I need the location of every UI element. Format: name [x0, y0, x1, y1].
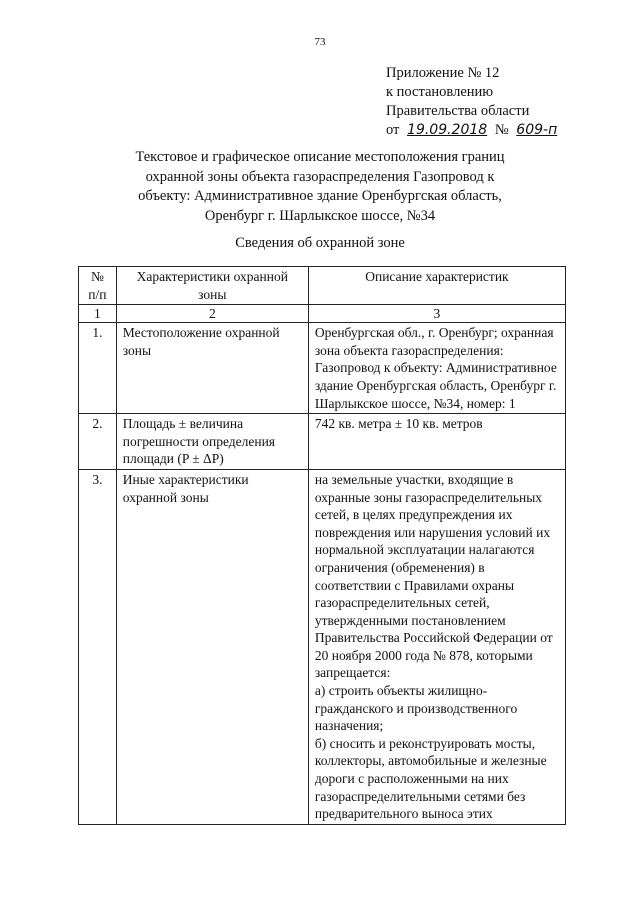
row-number: 2. — [79, 414, 117, 470]
header-number: № п/п — [79, 267, 117, 305]
column-number: 2 — [116, 305, 308, 323]
section-title: Сведения об охранной зоне — [235, 235, 405, 251]
appendix-date-line — [386, 121, 561, 140]
appendix-line-3: Правительства области — [386, 103, 530, 119]
handwritten-date: 19.09.2018 — [407, 122, 488, 138]
number-sign: № — [494, 122, 509, 138]
row-characteristic: Местоположение охранной зоны — [116, 323, 308, 414]
document-title: Текстовое и графическое описание местоположения границ охранной зоны объекта газораспределения Газопровод к объекту: Административное здание Оренбургская область, Оренбург г. Шарлыкское шоссе, №34 — [135, 149, 505, 224]
table-header-row — [79, 267, 566, 305]
column-number: 3 — [308, 305, 565, 323]
row-description: 742 кв. метра ± 10 кв. метров — [308, 414, 565, 470]
header-description: Описание характеристик — [308, 267, 565, 305]
row-number: 3. — [79, 469, 117, 824]
date-prefix: от — [386, 122, 400, 138]
row-characteristic: Площадь ± величина погрешности определения площади (P ± ΔP) — [116, 414, 308, 470]
page-number: 73 — [314, 36, 326, 48]
protection-zone-table — [78, 266, 566, 825]
handwritten-number: 609-п — [516, 122, 558, 138]
column-numbers-row — [79, 305, 566, 323]
appendix-block — [386, 64, 561, 140]
row-description: Оренбургская обл., г. Оренбург; охранная зона объекта газораспределения: Газопровод к объекту: Административное здание Оренбургская область, Оренбург г. Шарлыкское шоссе, №34, номер: 1 — [308, 323, 565, 414]
table-row — [79, 414, 566, 470]
header-characteristic: Характеристики охранной зоны — [116, 267, 308, 305]
table-row — [79, 469, 566, 824]
appendix-line-1: Приложение № 12 — [386, 65, 500, 81]
row-description: на земельные участки, входящие в охранные зоны газораспределительных сетей, в целях предупреждения их повреждения или нарушения условий их нормальной эксплуатации налагаются ограничения (обременения) в соответствии с Правилами охраны газораспределительных сетей, утвержденными постановлением Правительства Российской Федерации от 20 ноября 2000 года № 878, которыми запрещается: а) строить объекты жилищно-гражданского и производственного назначения; б) сносить и реконструировать мосты, коллекторы, автомобильные и железные дороги с расположенными на них газораспределительными сетями без предварительного выноса этих — [308, 469, 565, 824]
row-number: 1. — [79, 323, 117, 414]
column-number: 1 — [79, 305, 117, 323]
row-characteristic: Иные характеристики охранной зоны — [116, 469, 308, 824]
table-row — [79, 323, 566, 414]
appendix-line-2: к постановлению — [386, 84, 494, 100]
